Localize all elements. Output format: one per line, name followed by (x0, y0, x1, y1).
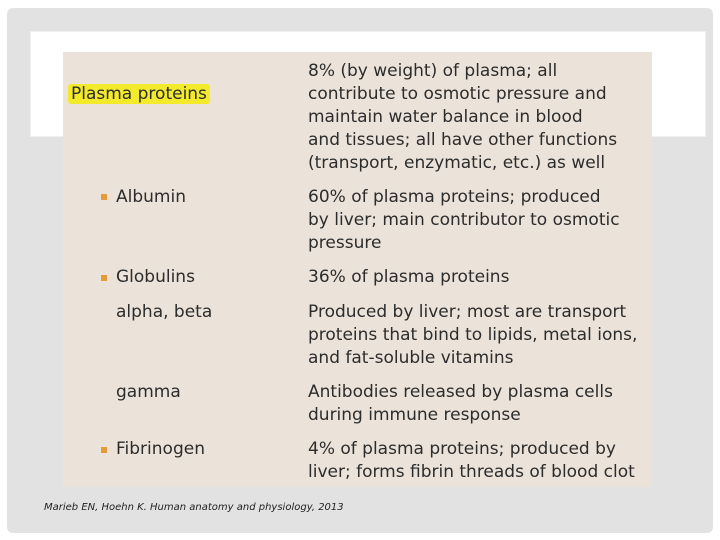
row-label-alpha-beta: alpha, beta (116, 302, 213, 322)
row-description-albumin: 60% of plasma proteins; produced by liver; main contributor to osmotic pressure (308, 187, 620, 253)
table-header-label (71, 60, 210, 106)
bullet-icon (101, 447, 107, 453)
row-label-gamma: gamma (116, 382, 181, 402)
row-description-alpha-beta: Produced by liver; most are transport proteins that bind to lipids, metal ions, and fat-soluble vitamins (308, 302, 638, 368)
table-header-description: 8% (by weight) of plasma; all contribute to osmotic pressure and maintain water balance in blood and tissues; all have other functions (transport, enzymatic, etc.) as well (308, 61, 618, 173)
row-description-gamma: Antibodies released by plasma cells during immune response (308, 382, 613, 425)
row-description-fibrinogen: 4% of plasma proteins; produced by liver; forms fibrin threads of blood clot (308, 439, 635, 482)
bullet-icon (101, 194, 107, 200)
plasma-proteins-table (63, 52, 652, 487)
row-label-fibrinogen: Fibrinogen (116, 439, 205, 459)
row-label-globulins: Globulins (116, 267, 195, 287)
citation-text: Marieb EN, Hoehn K. Human anatomy and physiology, 2013 (44, 502, 344, 513)
row-label-albumin: Albumin (116, 187, 186, 207)
header-highlight: Plasma proteins (68, 84, 210, 104)
bullet-icon (101, 275, 107, 281)
row-description-globulins: 36% of plasma proteins (308, 267, 510, 287)
